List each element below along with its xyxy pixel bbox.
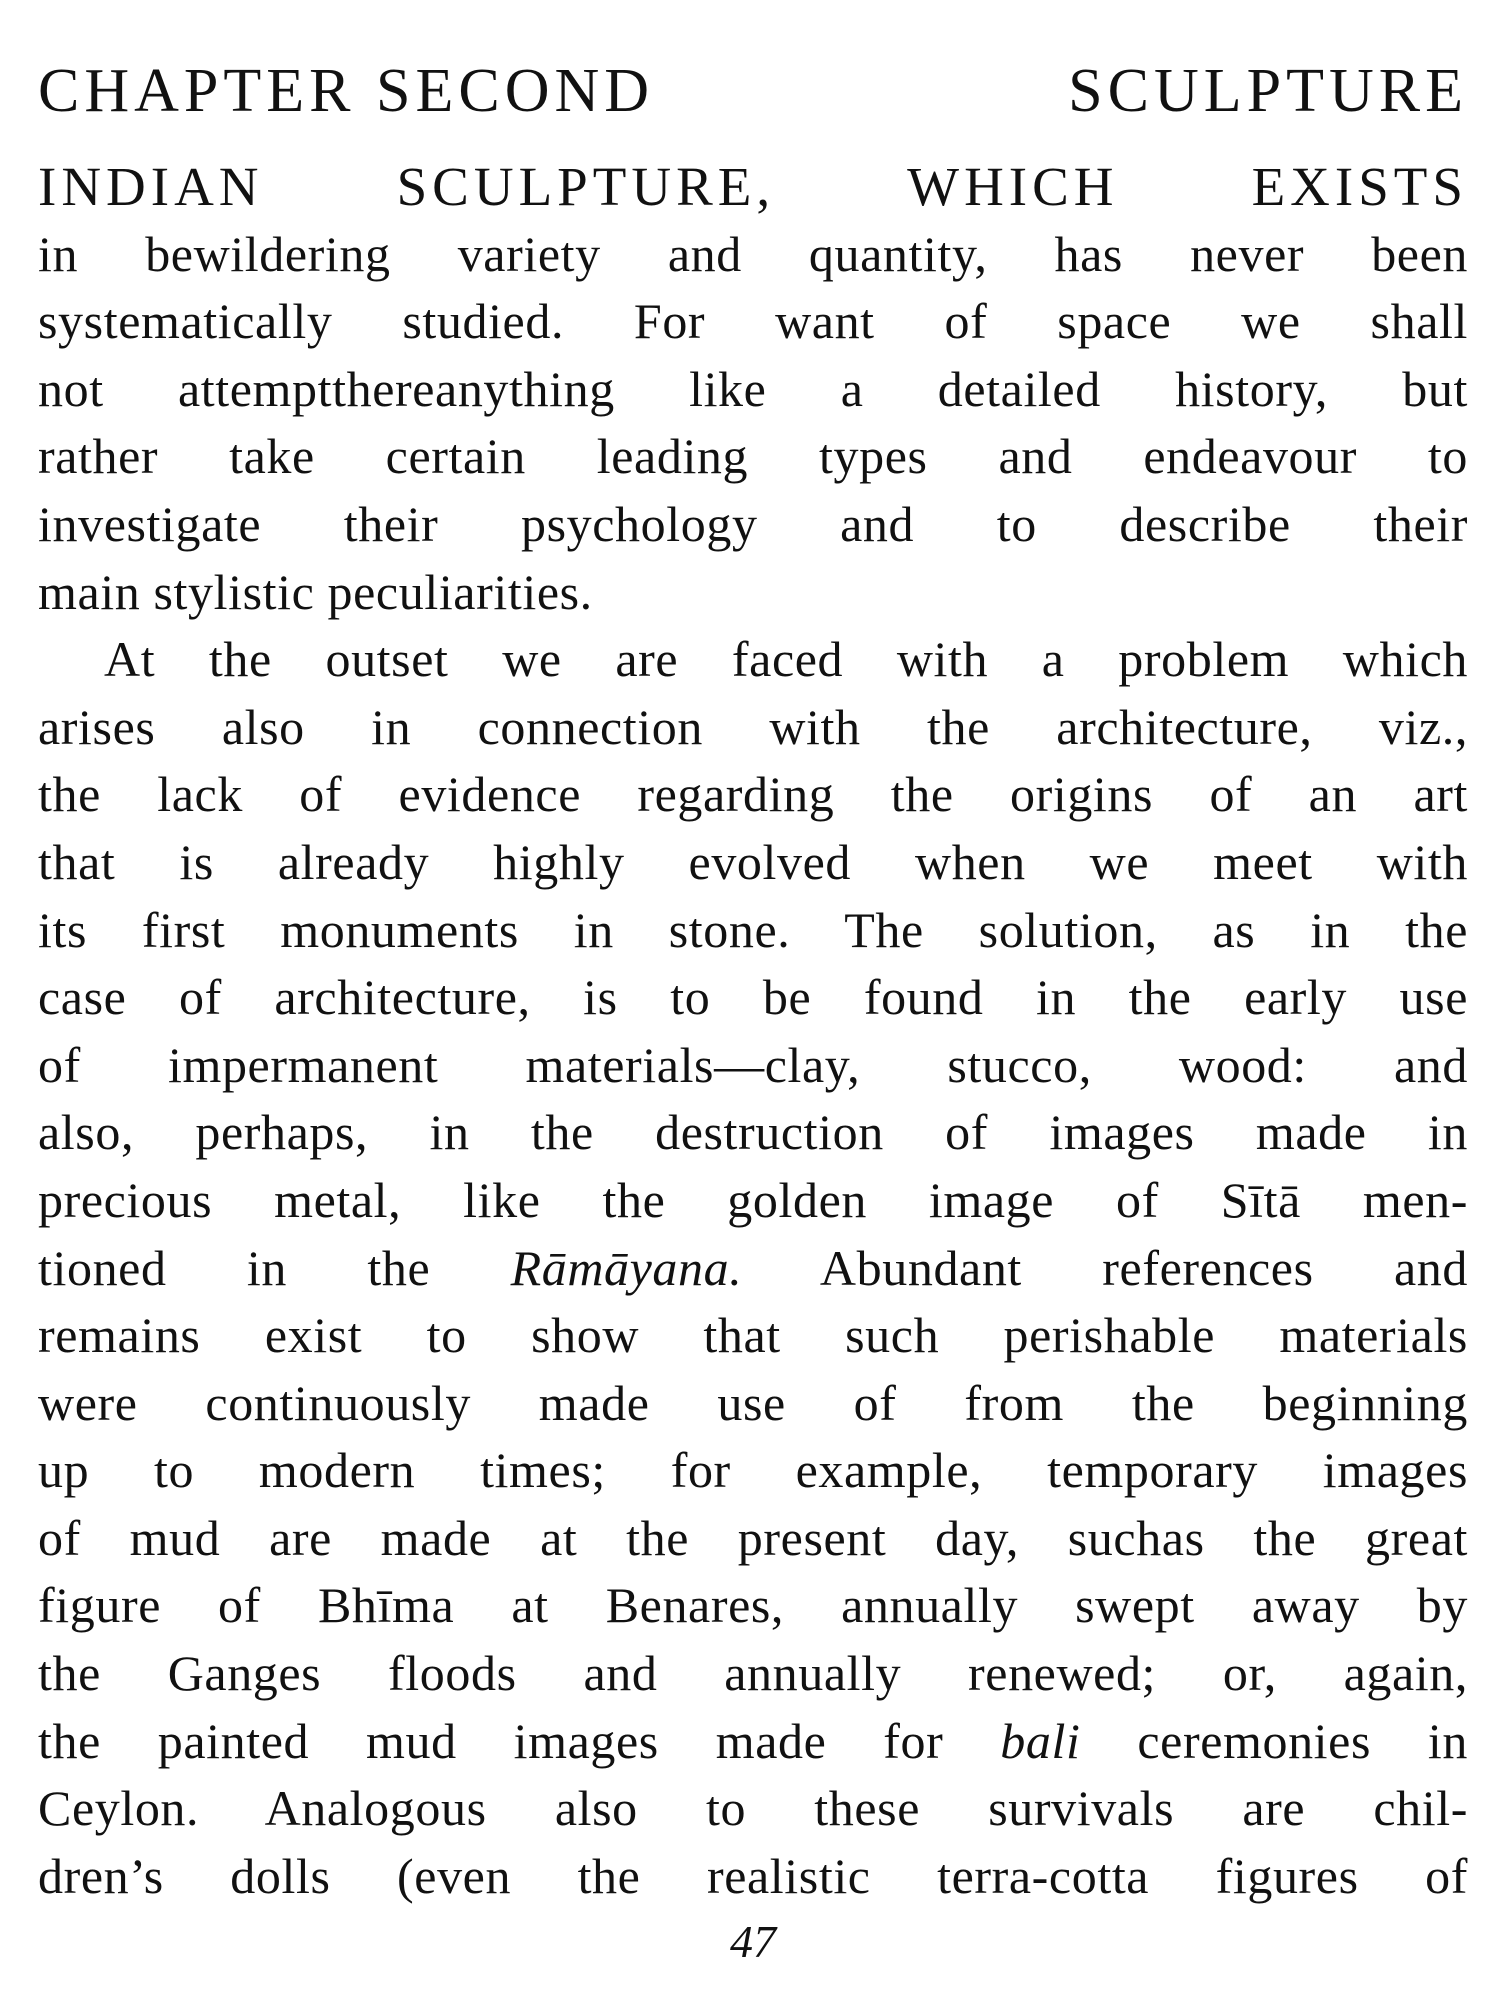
text-line: precious metal, like the golden image of Sītā men-	[38, 1171, 1468, 1228]
text-line: rather take certain leading types and endeavour to	[38, 428, 1468, 485]
text-line: At the outset we are faced with a problem which	[104, 631, 1468, 688]
chapter-heading: CHAPTER SECOND	[38, 57, 655, 125]
text-run: Abundant references and	[742, 1239, 1468, 1296]
text-run: tioned in the	[38, 1239, 511, 1296]
text-line: main stylistic peculiarities.	[38, 563, 593, 620]
book-page	[38, 46, 1468, 1976]
text-line: up to modern times; for example, temporary images	[38, 1442, 1468, 1499]
paragraph-1	[38, 153, 1468, 626]
text-line	[38, 1708, 1468, 1776]
text-line: were continuously made use of from the beginning	[38, 1374, 1468, 1431]
text-line: in bewildering variety and quantity, has never been	[38, 225, 1468, 282]
text-run: ceremonies in	[1080, 1712, 1468, 1769]
text-line: case of architecture, is to be found in the early use	[38, 969, 1468, 1026]
body-text	[38, 153, 1468, 1910]
section-heading: SCULPTURE	[1068, 57, 1468, 125]
text-line: systematically studied. For want of space we shall	[38, 293, 1468, 350]
text-run: the painted mud images made for	[38, 1712, 1001, 1769]
italic-term-bali: bali	[1000, 1712, 1081, 1769]
text-line: remains exist to show that such perishable materials	[38, 1307, 1468, 1364]
text-line: arises also in connection with the architecture, viz.,	[38, 698, 1468, 755]
text-line: Ceylon. Analogous also to these survivals are chil-	[38, 1780, 1468, 1837]
text-line: figure of Bhīma at Benares, annually swept away by	[38, 1577, 1468, 1634]
text-line: investigate their psychology and to describe their	[38, 495, 1468, 552]
text-line: also, perhaps, in the destruction of images made in	[38, 1104, 1468, 1161]
text-line: dren’s dolls (even the realistic terra-cotta figures of	[38, 1847, 1468, 1904]
text-line: of impermanent materials—clay, stucco, wood: and	[38, 1036, 1468, 1093]
page-number: 47	[730, 1916, 776, 1967]
text-line: its first monuments in stone. The solution, as in the	[38, 901, 1468, 958]
italic-title-ramayana: Rāmāyana.	[510, 1239, 743, 1296]
text-line: the Ganges floods and annually renewed; or, again,	[38, 1645, 1468, 1702]
running-header	[38, 46, 1468, 136]
paragraph-2	[38, 626, 1468, 1910]
text-line: the lack of evidence regarding the origins of an art	[38, 766, 1468, 823]
text-line: that is already highly evolved when we meet with	[38, 833, 1468, 890]
text-line	[38, 1235, 1468, 1303]
text-line: INDIAN SCULPTURE, WHICH EXISTS	[38, 156, 1468, 217]
text-line: not attemptthereanything like a detailed history, but	[38, 360, 1468, 417]
text-line: of mud are made at the present day, suchas the great	[38, 1509, 1468, 1566]
